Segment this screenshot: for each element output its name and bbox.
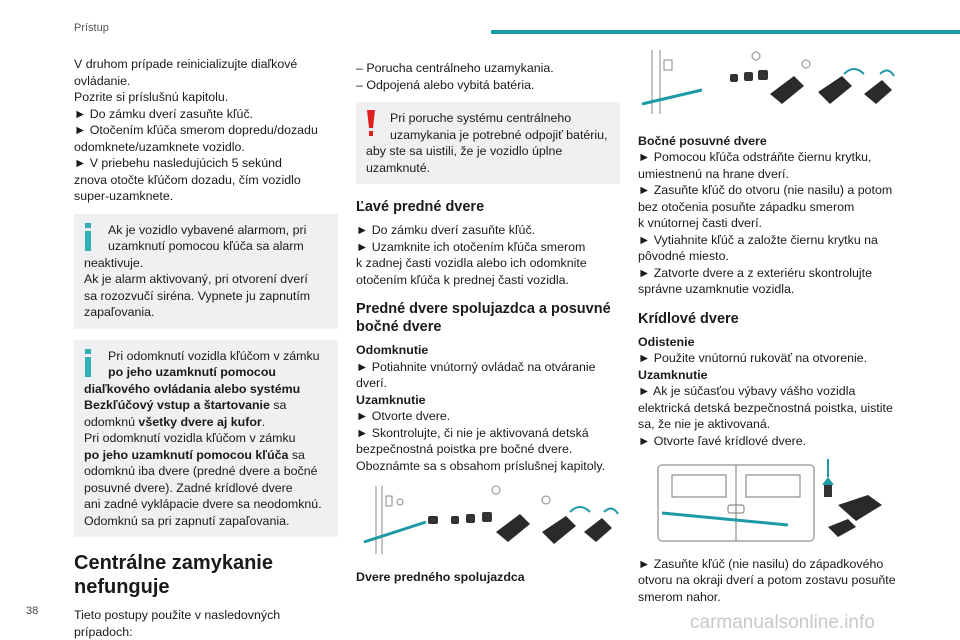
text-line: po jeho uzamknutí pomocou kľúča sa <box>84 447 305 462</box>
text-line: odomknú iba dvere (predné dvere a bočné <box>84 464 318 478</box>
text-line: ► Otvorte dvere. <box>356 409 451 423</box>
info-icon <box>82 223 94 251</box>
text-line: Pri odomknutí vozidla kľúčom v zámku <box>84 431 296 445</box>
column-1 <box>74 56 338 640</box>
heading-wing-doors: Krídlové dvere <box>638 310 739 327</box>
sliding-door-key-illustration <box>638 50 902 120</box>
text-line: ► Uzamknite ich otočením kľúča smerom <box>356 239 586 254</box>
wing-door-key-illustration <box>638 455 902 545</box>
text-line: diaľkového ovládania alebo systému <box>84 381 301 396</box>
column-2 <box>356 56 620 585</box>
text-line: Tieto postupy použite v nasledovných prípadoch: <box>74 608 281 639</box>
text-line: pôvodné miesto. <box>638 249 729 263</box>
heading-passenger-door: Predné dvere spolujazdca a posuvné bočné dvere <box>356 301 611 335</box>
text-line: ► Pomocou kľúča odstráňte čiernu krytku, <box>638 150 872 164</box>
text-line: Odomknú sa pri zapnutí zapaľovania. <box>84 513 290 528</box>
section-header: Prístup <box>74 22 109 34</box>
watermark: carmanualsonline.info <box>690 612 875 633</box>
info-note-alarm <box>74 214 338 329</box>
text-line: dverí. <box>356 376 387 390</box>
text-line: neaktivuje. <box>84 255 144 270</box>
text-line: k vnútornej časti dverí. <box>638 216 762 230</box>
header-accent-bar <box>491 30 960 34</box>
warning-icon <box>366 110 376 136</box>
text-line: ani zadné vyklápacie dvere sa neodomknú. <box>84 497 322 511</box>
list-item: – Porucha centrálneho uzamykania. <box>356 61 554 75</box>
text-line: ► Zatvorte dvere a z exteriéru skontrolujte <box>638 265 873 280</box>
text-line: ► Otočením kľúča smerom dopredu/dozadu <box>74 123 318 137</box>
text-line: otočením kľúča k prednej časti vozidla. <box>356 272 569 287</box>
subheading-unlock: Odomknutie <box>356 343 429 357</box>
text-line: Bezkľúčový vstup a štartovanie sa <box>84 398 287 412</box>
text-line: ► Skontrolujte, či nie je aktivovaná detská <box>356 425 589 440</box>
text-line: ► Do zámku dverí zasuňte kľúč. <box>356 223 536 237</box>
text-line: ► Otvorte ľavé krídlové dvere. <box>638 433 807 448</box>
text-line: Pozrite si príslušnú kapitolu. <box>74 90 229 104</box>
text-line: ► V priebehu nasledujúcich 5 sekúnd <box>74 156 282 170</box>
text-line: posuvné dvere). Zadné krídlové dvere <box>84 480 293 495</box>
text-line: Pri poruche systému centrálneho <box>390 111 572 125</box>
text-line: Oboznámte sa s obsahom príslušnej kapitoly. <box>356 458 606 473</box>
text-line: ► Použite vnútornú rukoväť na otvorenie. <box>638 351 868 365</box>
text-line: Ak je alarm aktivovaný, pri otvorení dverí <box>84 272 308 286</box>
text-line: k zadnej časti vozidla alebo ich odomknite <box>356 256 587 270</box>
text-line: ► Zasuňte kľúč (nie nasilu) do západkového <box>638 556 884 571</box>
text-line: otvoru na okraji dverí a potom zostavu posuňte <box>638 573 896 587</box>
text-line: sa rozozvučí siréna. Vypnete ju zapnutím <box>84 288 311 303</box>
warning-note <box>356 102 620 184</box>
info-note-unlock <box>74 340 338 538</box>
column-3 <box>638 56 902 605</box>
text-line: odomknete/uzamknete vozidlo. <box>74 139 245 154</box>
figure-caption: Bočné posuvné dvere <box>638 133 767 148</box>
text-line: správne uzamknutie vozidla. <box>638 282 795 296</box>
list-item: – Odpojená alebo vybitá batéria. <box>356 77 535 92</box>
passenger-door-key-illustration <box>356 482 620 558</box>
subheading-lock: Uzamknutie <box>638 367 708 382</box>
subheading-lock: Uzamknutie <box>356 392 426 407</box>
text-line: Ak je vozidlo vybavené alarmom, pri <box>108 222 307 237</box>
figure-caption: Dvere predného spolujazdca <box>356 569 525 584</box>
text-line: odomknú všetky dvere aj kufor. <box>84 414 266 429</box>
text-line: smerom nahor. <box>638 589 721 604</box>
text-line: ► Potiahnite vnútorný ovládač na otváranie <box>356 359 596 374</box>
text-line: Pri odomknutí vozidla kľúčom v zámku <box>108 348 320 363</box>
text-line: aby ste sa uistili, že je vozidlo úplne <box>366 144 563 158</box>
text-line: ovládanie. <box>74 73 131 88</box>
text-line: super-uzamknete. <box>74 189 174 203</box>
text-line: ► Vytiahnite kľúč a založte čiernu krytku na <box>638 232 878 247</box>
text-line: po jeho uzamknutí pomocou <box>108 365 276 379</box>
text-line: uzamykania je potrebné odpojiť batériu, <box>390 127 608 142</box>
heading-left-door: Ľavé predné dvere <box>356 199 485 215</box>
text-line: bez otočenia posuňte západku smerom <box>638 199 855 214</box>
text-line: elektrická detská bezpečnostná poistka, uistite <box>638 400 893 415</box>
text-line: ► Ak je súčasťou výbavy vášho vozidla <box>638 384 856 398</box>
page-number: 38 <box>26 605 39 617</box>
text-line: V druhom prípade reinicializujte diaľkové <box>74 57 298 71</box>
text-line: znova otočte kľúčom dozadu, čím vozidlo <box>74 172 301 187</box>
text-line: ► Zasuňte kľúč do otvoru (nie nasilu) a potom <box>638 183 893 197</box>
section-heading: Centrálne zamykanie nefunguje <box>74 552 273 598</box>
text-line: sa, že nie je aktivovaná. <box>638 417 771 431</box>
text-line: umiestnenú na hrane dverí. <box>638 166 789 181</box>
text-line: ► Do zámku dverí zasuňte kľúč. <box>74 106 254 121</box>
intro-text <box>74 56 338 205</box>
text-line: bezpečnostná poistka pre bočné dvere. <box>356 442 573 456</box>
text-line: uzamknutí pomocou kľúča sa alarm <box>108 239 304 253</box>
subheading-unsecure: Odistenie <box>638 334 695 349</box>
text-line: zapaľovania. <box>84 305 155 319</box>
info-icon <box>82 349 94 377</box>
text-line: uzamknuté. <box>366 160 431 175</box>
